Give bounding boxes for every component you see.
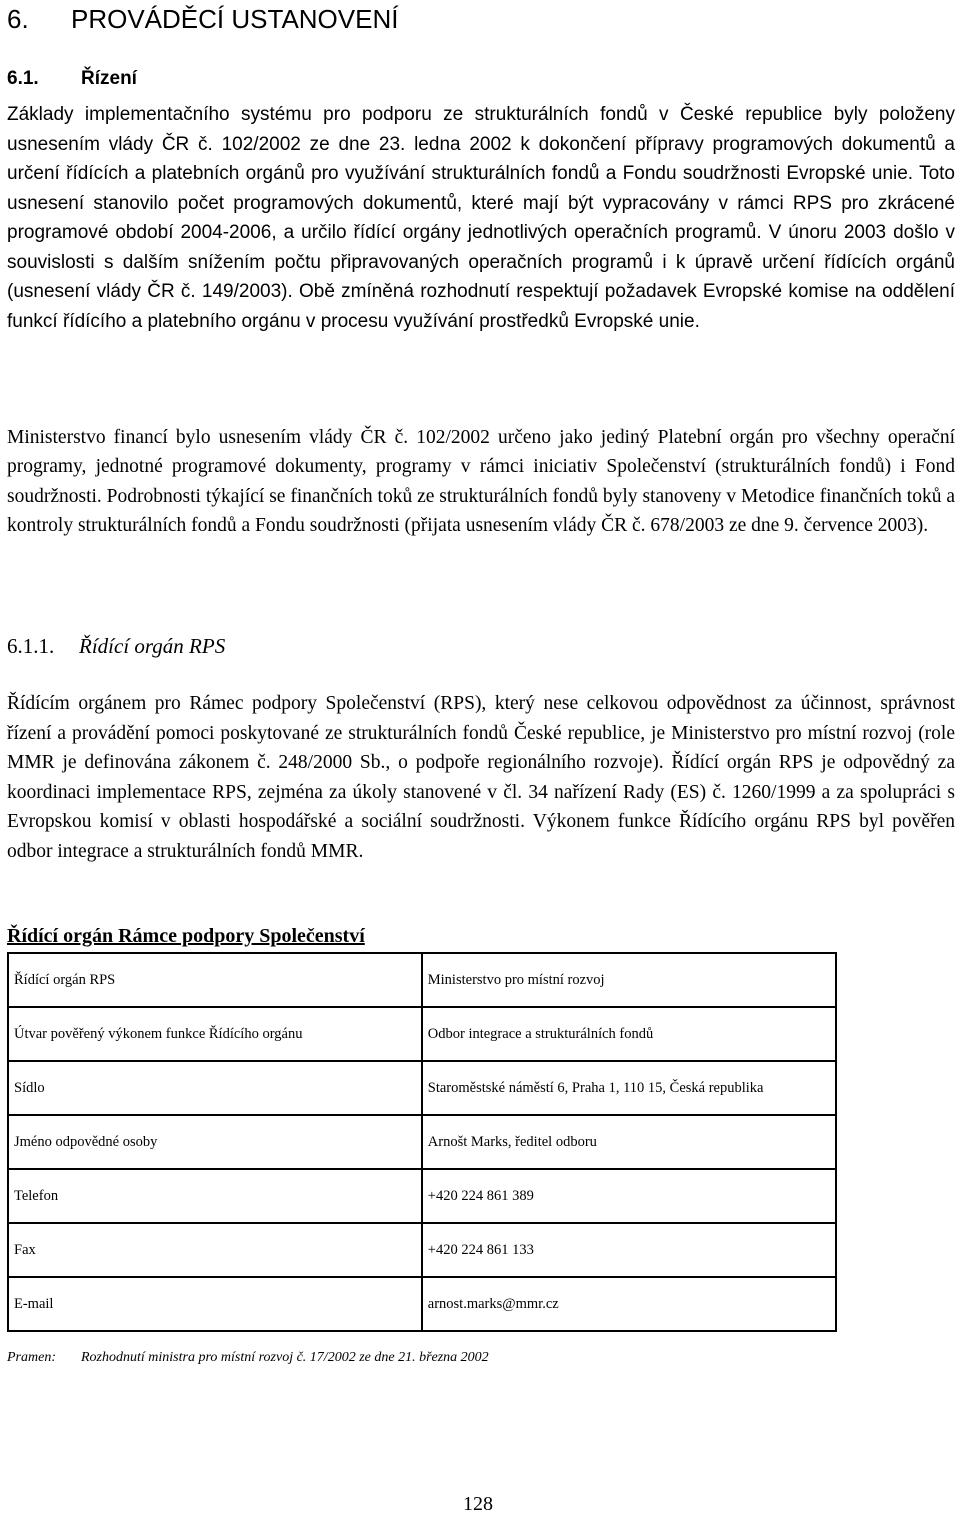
table-title: Řídící orgán Rámce podpory Společenství [7, 925, 365, 947]
chapter-number: 6. [7, 4, 29, 34]
managing-authority-table [7, 952, 837, 1332]
table-cell-value: Odbor integrace a strukturálních fondů [422, 1007, 836, 1061]
paragraph-paying-authority: Ministerstvo financí bylo usnesením vlády ČR č. 102/2002 určeno jako jediný Platební orgán pro všechny operační programy, jednotné programové dokumenty, programy v rámci iniciativ Společenství (strukturálních fondů) i Fond soudržnosti. Podrobnosti týkající se finančních toků ze strukturálních fondů byly stanoveny v Metodice finančních toků a kontroly strukturálních fondů a Fondu soudržnosti (přijata usnesením vlády ČR č. 678/2003 ze dne 9. července 2003). [7, 427, 955, 537]
table-cell-value: +420 224 861 133 [422, 1223, 836, 1277]
table-cell-label: Sídlo [8, 1061, 422, 1115]
table-row [8, 1115, 836, 1169]
section-heading [7, 66, 137, 92]
table-cell-label: Řídící orgán RPS [8, 953, 422, 1007]
table-cell-label: Telefon [8, 1169, 422, 1223]
table-cell-value: arnost.marks@mmr.cz [422, 1277, 836, 1331]
table-row [8, 953, 836, 1007]
source-label: Pramen: [7, 1350, 56, 1365]
paragraph-managing-authority: Řídícím orgánem pro Rámec podpory Společenství (RPS), který nese celkovou odpovědnost za účinnost, správnost řízení a provádění pomoci poskytované ze strukturálních fondů České republice, je Ministerstvo pro místní rozvoj (role MMR je definována zákonem č. 248/2000 Sb., o podpoře regionálního rozvoje). Řídící orgán RPS je odpovědný za koordinaci implementace RPS, zejména za úkoly stanovené v čl. 34 nařízení Rady (ES) č. 1260/1999 a za spolupráci s Evropskou komisí v oblasti hospodářské a sociální soudržnosti. Výkonem funkce Řídícího orgánu RPS byl pověřen odbor integrace a strukturálních fondů MMR. [7, 693, 955, 862]
document-page [7, 0, 955, 1517]
chapter-heading [7, 3, 398, 35]
table-cell-value: Arnošt Marks, ředitel odboru [422, 1115, 836, 1169]
subsection-heading [7, 631, 225, 661]
source-note [7, 1349, 489, 1367]
table-row [8, 1061, 836, 1115]
table-cell-label: Útvar pověřený výkonem funkce Řídícího orgánu [8, 1007, 422, 1061]
table-cell-value: Staroměstské náměstí 6, Praha 1, 110 15, Česká republika [422, 1061, 836, 1115]
table-cell-value: +420 224 861 389 [422, 1169, 836, 1223]
section-number: 6.1. [7, 68, 39, 89]
page-number: 128 [463, 1493, 493, 1515]
table-cell-label: E-mail [8, 1277, 422, 1331]
chapter-title: PROVÁDĚCÍ USTANOVENÍ [71, 4, 399, 34]
paragraph-implementation-basis: Základy implementačního systému pro podporu ze strukturálních fondů v České republice byly položeny usnesením vlády ČR č. 102/2002 ze dne 23. ledna 2002 k dokončení přípravy programových dokumentů a určení řídících a platebních orgánů pro využívání strukturálních fondů a Fondu soudržnosti Evropské unie. Toto usnesení stanovilo počet programových dokumentů, které mají být vypracovány v rámci RPS pro zkrácené programové období 2004-2006, a určilo řídící orgány jednotlivých operačních programů. V únoru 2003 došlo v souvislosti s dalším snížením počtu připravovaných operačních programů i k úpravě určení řídících orgánů (usnesení vlády ČR č. 149/2003). Obě zmíněná rozhodnutí respektují požadavek Evropské komise na oddělení funkcí řídícího a platebního orgánu v procesu využívání prostředků Evropské unie. [7, 104, 955, 332]
subsection-number: 6.1.1. [7, 634, 55, 658]
table-row [8, 1007, 836, 1061]
table-cell-value: Ministerstvo pro místní rozvoj [422, 953, 836, 1007]
subsection-title: Řídící orgán RPS [79, 634, 226, 658]
table-row [8, 1223, 836, 1277]
table-cell-label: Fax [8, 1223, 422, 1277]
table-row [8, 1277, 836, 1331]
source-text: Rozhodnutí ministra pro místní rozvoj č. 17/2002 ze dne 21. března 2002 [81, 1350, 489, 1365]
table-cell-label: Jméno odpovědné osoby [8, 1115, 422, 1169]
table-row [8, 1169, 836, 1223]
section-title: Řízení [81, 68, 137, 89]
